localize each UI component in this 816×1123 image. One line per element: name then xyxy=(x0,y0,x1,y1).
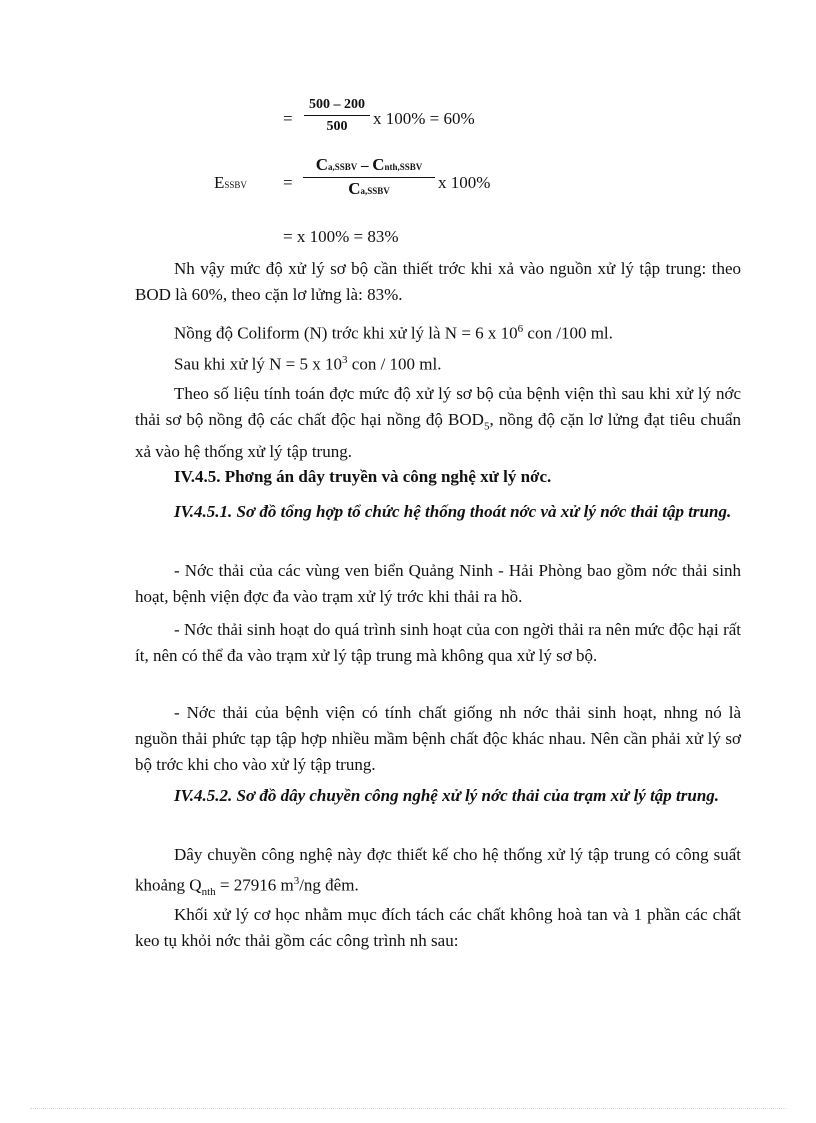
text-run: Theo số liệu tính toán đợc mức độ xử lý sơ bộ của bệnh viện thì sau khi xử lý nớc thải sơ bộ nồng độ các chất độc hại nồng độ BOD xyxy=(135,384,741,429)
paragraph-coliform-after xyxy=(135,347,741,378)
formula-label xyxy=(214,170,247,198)
superscript: 6 xyxy=(517,323,524,335)
superscript: 3 xyxy=(293,875,300,887)
text-run: con /100 ml. xyxy=(523,323,613,343)
fraction-second xyxy=(303,156,435,200)
fraction-bar xyxy=(303,177,435,178)
paragraph-wastewater-sources: - Nớc thải của các vùng ven biển Quảng Ninh - Hải Phòng bao gồm nớc thải sinh hoạt, bệnh viện đợc đa vào trạm xử lý trớc khi thải ra hồ. xyxy=(135,561,741,606)
text-run: , nồng độ cặn lơ lửng đạt tiêu chuẩn xả vào hệ thống xử lý tập trung. xyxy=(135,410,741,462)
paragraph-calculation-result xyxy=(135,381,741,465)
equals-sign: = xyxy=(283,109,293,128)
subsection-heading: IV.4.5.2. Sơ đồ dây chuyền công nghệ xử lý nớc thải của trạm xử lý tập trung. xyxy=(174,786,720,805)
subscript: nth xyxy=(201,886,216,899)
text-run: = 27916 m xyxy=(215,875,294,895)
den-c: C xyxy=(348,179,361,198)
text-run: Nồng độ Coliform (N) trớc khi xử lý là N = 6 x 10 xyxy=(174,323,518,343)
fraction-denominator xyxy=(348,180,390,200)
num-c1-sub: a,SSBV xyxy=(327,162,358,172)
fraction-numerator xyxy=(316,156,423,176)
paragraph-mechanical-treatment: Khối xử lý cơ học nhằm mục đích tách các chất không hoà tan và 1 phần các chất keo tụ khỏi nớc thải gồm các công trình nh sau: xyxy=(135,905,741,950)
paragraph-coliform-before xyxy=(135,316,741,347)
paragraph-capacity xyxy=(135,842,741,905)
formula-label-main: E xyxy=(214,173,225,192)
num-c2-sub: nth,SSBV xyxy=(384,162,423,172)
text-run: Dây chuyền công nghệ này đợc thiết kế cho hệ thống xử lý tập trung có công suất khoảng Q xyxy=(135,845,741,895)
num-minus: – xyxy=(357,158,373,174)
subsection-heading: IV.4.5.1. Sơ đồ tổng hợp tổ chức hệ thống thoát nớc và xử lý nớc thải tập trung. xyxy=(174,502,732,521)
paragraph-hospital-wastewater: - Nớc thải của bệnh viện có tính chất giống nh nớc thải sinh hoạt, nhng nó là nguồn thải phức tạp tập hợp nhiều mầm bệnh chất độc khác nhau. Nên cần phải xử lý sơ bộ trớc khi cho vào xử lý tập trung. xyxy=(135,703,741,774)
fraction-numerator: 500 – 200 xyxy=(309,97,365,112)
section-heading: IV.4.5. Phơng án dây truyền và công nghệ xử lý nớc. xyxy=(174,467,552,486)
num-c2: C xyxy=(372,155,385,174)
formula-first-tail: x 100% = 60% xyxy=(373,109,475,128)
superscript: 3 xyxy=(342,354,348,366)
text-run: con / 100 ml. xyxy=(347,354,442,374)
text-run: Sau khi xử lý N = 5 x 10 xyxy=(174,354,343,374)
formula-label-sub: SSBV xyxy=(224,180,247,190)
fraction-first xyxy=(304,96,370,136)
formula-second-tail: x 100% xyxy=(438,173,491,192)
equals-sign: = xyxy=(283,173,293,192)
fraction-denominator: 500 xyxy=(326,119,348,134)
subscript: 5 xyxy=(483,420,490,433)
text-run: /ng đêm. xyxy=(299,875,359,895)
fraction-bar xyxy=(304,115,370,116)
num-c1: C xyxy=(315,155,328,174)
footer-divider xyxy=(30,1108,786,1109)
paragraph-domestic-wastewater: - Nớc thải sinh hoạt do quá trình sinh hoạt của con ngời thải ra nên mức độc hại rất ít, nên có thể đa vào trạm xử lý tập trung mà không qua xử lý sơ bộ. xyxy=(135,620,741,665)
paragraph-treatment-level: Nh vậy mức độ xử lý sơ bộ cần thiết trớc khi xả vào nguồn xử lý tập trung: theo BOD là 60%, theo cặn lơ lửng là: 83%. xyxy=(135,259,741,304)
den-c-sub: a,SSBV xyxy=(360,186,390,196)
formula-third: = x 100% = 83% xyxy=(283,227,399,246)
